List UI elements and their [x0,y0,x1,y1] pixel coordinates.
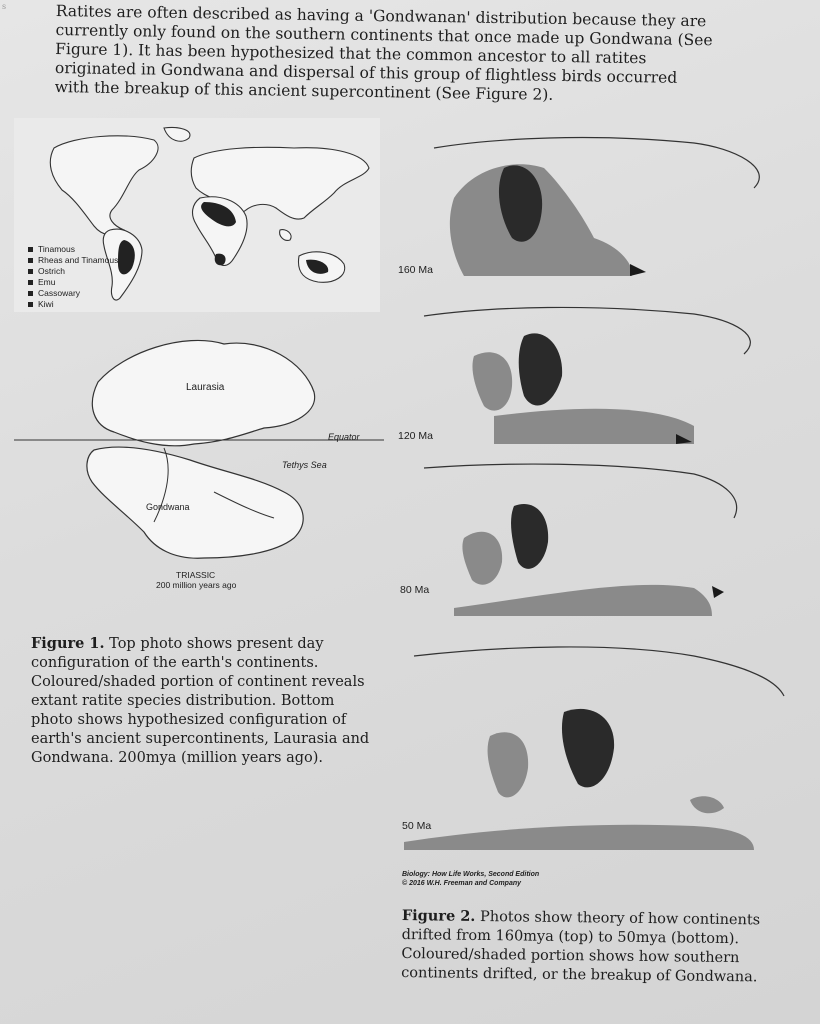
triassic-label: TRIASSIC [176,570,216,580]
figure1-caption-text: Top photo shows present day configuration of the earth's continents. Coloured/shaded portion of continent reveals extant ratite species distribution. Bottom photo shows hypothesized configuration of earth's ancient supercontinents, Laurasia and Gondwana. 200mya (million years ago). [31,636,370,766]
legend-label: Cassowary [38,288,81,298]
legend-label: Tinamous [38,244,76,254]
figure2-caption-label: Figure 2. [401,906,476,925]
drift-panel-120ma [394,296,800,450]
legend-item [28,299,118,310]
legend-item [28,288,118,299]
drift-panel-50ma-label: 50 Ma [402,820,432,832]
legend-item [28,244,118,255]
legend-swatch [28,258,33,263]
page-corner-mark: s [2,2,7,11]
figure2-credit [402,870,539,888]
legend-swatch [28,280,33,285]
drift-panel-160ma [394,128,800,284]
drift-panel-80ma [394,458,800,622]
intro-paragraph: Ratites are often described as having a 'Gondwanan' distribution because they are currently only found on the southern continents that once made up Gondwana (See Figure 1). It has been hypothesized that the common ancestor to all ratites originated in Gondwana and dispersal of this group of flightless birds occurred with the breakup of this ancient supercontinent (See Figure 2). [54,2,713,104]
drift-panel-120ma-label: 120 Ma [398,430,434,442]
legend-label: Rheas and Tinamous [38,255,119,265]
legend-label: Kiwi [38,299,54,309]
drift-panel-80ma-label: 80 Ma [400,584,430,596]
figure2-credit-line2: © 2016 W.H. Freeman and Company [402,880,522,887]
figure2-caption-text: Photos show theory of how continents drifted from 160mya (top) to 50mya (bottom). Coloured/shaded portion shows how southern continents drifted, or the breakup of Gondwana. [401,908,761,986]
drift-panel-160ma-label: 160 Ma [398,264,434,276]
figure1-caption [31,634,376,768]
legend-swatch [28,247,33,252]
gondwana-label: Gondwana [146,502,190,512]
legend-label: Emu [38,277,56,287]
triassic-age-label: 200 million years ago [156,580,237,590]
triassic-supercontinent-map [14,322,384,598]
legend-item [28,277,118,288]
legend-label: Ostrich [38,266,65,276]
legend-item [28,255,118,266]
tethys-sea-label: Tethys Sea [282,460,327,470]
legend-swatch [28,291,33,296]
legend-swatch [28,269,33,274]
figure2-credit-line1: Biology: How Life Works, Second Edition [402,871,540,878]
equator-label: Equator [328,432,360,442]
legend-item [28,266,118,277]
figure2-caption [401,906,792,988]
legend-swatch [28,302,33,307]
ratite-legend [28,244,118,310]
laurasia-label: Laurasia [186,382,225,393]
drift-panel-50ma [394,636,800,858]
figure1-caption-label: Figure 1. [31,635,105,652]
